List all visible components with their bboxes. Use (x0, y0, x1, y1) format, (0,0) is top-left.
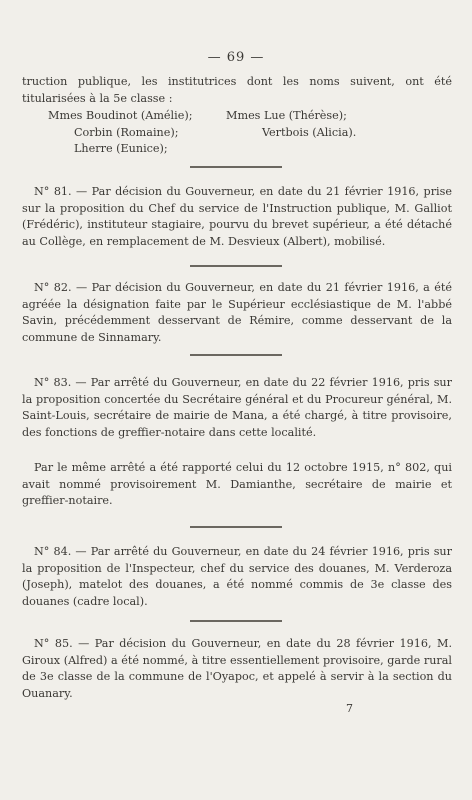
name-entry: Lherre (Eunice); (74, 142, 168, 156)
paragraph-text: N° 84. — Par arrêté du Gouverneur, en date du 24 février 1916, pris sur la proposition de l'Inspecteur, chef du service des douanes, M. Verderoza (Joseph), matelot des douanes, a été nommé commis de 3e classe des douanes (cadre local). (22, 545, 452, 608)
intro-block (22, 74, 452, 107)
decision-82 (22, 280, 452, 346)
name-entry: Mmes Boudinot (Amélie); (48, 109, 193, 122)
names-left-column (48, 108, 192, 158)
section-divider (190, 526, 282, 528)
decision-83-followup (22, 460, 452, 510)
section-divider (190, 620, 282, 622)
names-right-column (226, 108, 356, 141)
decision-84 (22, 544, 452, 610)
name-entry: Vertbois (Alicia). (262, 125, 357, 139)
name-entry: Corbin (Romaine); (74, 125, 179, 139)
name-entry: Mmes Lue (Thérèse); (226, 109, 347, 122)
page-number: — 69 — (207, 50, 265, 65)
intro-lead: truction publique, les institutrices dont les noms suivent, ont été titularisées à la 5e classe : (22, 75, 452, 105)
paragraph-text: N° 83. — Par arrêté du Gouverneur, en date du 22 février 1916, pris sur la proposition concertée du Secrétaire général et du Procureur général, M. Saint-Louis, secrétaire de mairie de Mana, a été chargé, à titre provisoire, des fonctions de greffier-notaire dans cette localité. (22, 376, 452, 439)
page-mark: 7 (346, 702, 353, 715)
decision-85 (22, 636, 452, 702)
paragraph-text: Par le même arrêté a été rapporté celui du 12 octobre 1915, n° 802, qui avait nommé provisoirement M. Damianthe, secrétaire de mairie et greffier-notaire. (22, 461, 452, 508)
section-divider (190, 166, 282, 168)
decision-83 (22, 375, 452, 441)
paragraph-text: N° 85. — Par décision du Gouverneur, en date du 28 février 1916, M. Giroux (Alfred) a été nommé, à titre essentiellement provisoire, garde rural de 3e classe de la commune de l'Oyapoc, et appelé à servir à la section du Ouanary. (22, 637, 452, 700)
section-divider (190, 354, 282, 356)
paragraph-text: N° 82. — Par décision du Gouverneur, en date du 21 février 1916, a été agréée la désignation faite par le Supérieur ecclésiastique de M. l'abbé Savin, précédemment desservant de Rémire, comme desservant de la commune de Sinnamary. (22, 281, 452, 344)
decision-81 (22, 184, 452, 250)
section-divider (190, 265, 282, 267)
paragraph-text: N° 81. — Par décision du Gouverneur, en date du 21 février 1916, prise sur la proposition du Chef du service de l'Instruction publique, M. Galliot (Frédéric), instituteur stagiaire, pourvu du brevet supérieur, a été détaché au Collège, en remplacement de M. Desvieux (Albert), mobilisé. (22, 185, 452, 248)
